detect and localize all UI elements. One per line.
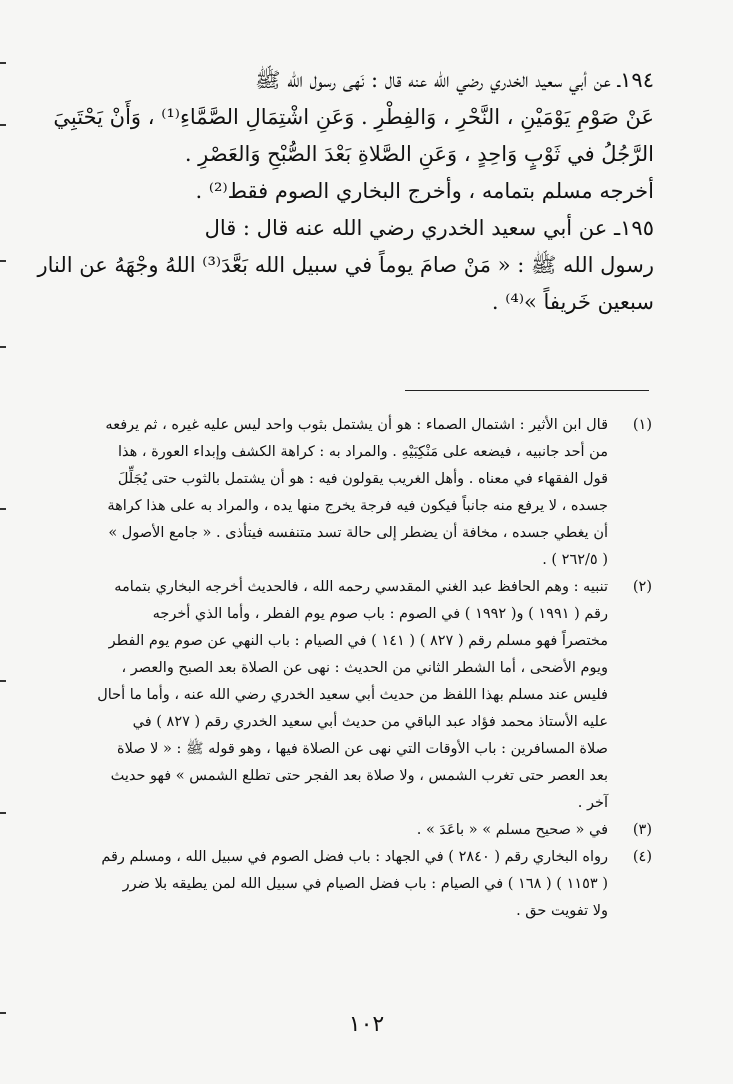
main-text bbox=[37, 62, 654, 321]
scan-margin-mark bbox=[0, 1012, 6, 1014]
footnote-line: ( ٢٦٢/٥ ) . bbox=[542, 552, 608, 568]
footnote-4 bbox=[58, 844, 652, 925]
takhrij-194 bbox=[58, 173, 654, 210]
text-line: ١٩٤ـ عن أبي سعيد الخدري رضي الله عنه قال : نَهى رسول الله ﷺ bbox=[255, 68, 654, 92]
scan-margin-mark bbox=[0, 812, 6, 814]
text-line: أخرجه مسلم بتمامه ، وأخرج البخاري الصوم فقط⁽²⁾ . bbox=[195, 179, 654, 203]
footnote-line: تنبيه : وهم الحافظ عبد الغني المقدسي رحمه الله ، فالحديث أخرجه البخاري بتمامه bbox=[114, 579, 608, 595]
footnote-line: رقم ( ١٩٩١ ) و( ١٩٩٢ ) في الصوم : باب صوم يوم الفطر ، وأما الذي أخرجه bbox=[152, 606, 608, 622]
footnote-line: آخر . bbox=[577, 795, 608, 811]
footnote-line: في « صحيح مسلم » « باعَدَ » . bbox=[416, 822, 608, 838]
footnote-2 bbox=[58, 574, 652, 817]
footnote-line: عليه الأستاذ محمد فؤاد عبد الباقي من حديث أبي سعيد الخدري رقم ( ٨٢٧ ) في bbox=[132, 714, 608, 730]
scan-margin-mark bbox=[0, 508, 6, 510]
footnote-line: ولا تفويت حق . bbox=[516, 903, 608, 919]
footnote-3 bbox=[58, 817, 652, 844]
footnote-line: جسده ، لا يرفع منه جانباً فيكون فيه فرجة يخرج منها يده ، والمراد به على هذا كراهة bbox=[107, 498, 608, 514]
hadith-195 bbox=[37, 210, 654, 321]
footnote-line: قال ابن الأثير : اشتمال الصماء : هو أن يشتمل بثوب واحد ليس عليه غيره ، ثم يرفعه bbox=[105, 417, 608, 433]
scan-margin-mark bbox=[0, 62, 6, 64]
scan-margin-mark bbox=[0, 260, 6, 262]
text-line: عَنْ صَوْمِ يَوْمَيْنِ ، النَّحْرِ ، وَالفِطْرِ . وَعَنِ اشْتِمَالِ الصَّمَّاءِ⁽¹⁾ ، وَأَنْ يَحْتَبِيَ bbox=[53, 105, 654, 129]
footnote-line: ( ١١٥٣ ) ( ١٦٨ ) في الصيام : باب فضل الصيام في سبيل الله لمن يطيقه بلا ضرر bbox=[122, 876, 608, 892]
text-line: سبعين خَريفاً »⁽⁴⁾ . bbox=[491, 290, 654, 314]
footnotes bbox=[58, 412, 652, 925]
hadith-194 bbox=[53, 62, 654, 173]
text-line: رسول الله ﷺ : « مَنْ صامَ يوماً في سبيل الله بَعَّدَ⁽³⁾ اللهُ وجْهَهُ عن النار bbox=[37, 253, 654, 277]
footnote-number: (١) bbox=[632, 417, 652, 433]
footnote-line: ويوم الأضحى ، أما الشطر الثاني من الحديث : نهى عن الصلاة بعد الصبح والعصر ، bbox=[121, 660, 608, 676]
text-line: الرَّجُلُ في ثَوْبٍ وَاحِدٍ ، وَعَنِ الصَّلاةِ بَعْدَ الصُّبْحِ وَالعَصْرِ . bbox=[184, 142, 654, 166]
scan-margin-mark bbox=[0, 124, 6, 126]
page-number: ١٠٢ bbox=[348, 1012, 385, 1037]
footnote-1 bbox=[58, 412, 652, 574]
scan-margin-mark bbox=[0, 346, 6, 348]
scan-margin-mark bbox=[0, 680, 6, 682]
footnote-number: (٣) bbox=[632, 822, 652, 838]
footnote-number: (٤) bbox=[632, 849, 652, 865]
text-line: ١٩٥ـ عن أبي سعيد الخدري رضي الله عنه قال : قال bbox=[204, 216, 654, 240]
footnote-line: فليس عند مسلم بهذا اللفظ من حديث أبي سعيد الخدري رضي الله عنه ، وأما ما أحال bbox=[97, 687, 608, 703]
footnote-line: من أحد جانبيه ، فيضعه على مَنْكِبَيْهِ . والمراد به : كراهة الكشف وإبداء العورة ، هذا bbox=[117, 444, 608, 460]
footnote-line: قول الفقهاء في معناه . وأهل الغريب يقولون فيه : هو أن يشتمل بالثوب حتى يُجَلِّلَ bbox=[117, 471, 608, 487]
footnote-line: رواه البخاري رقم ( ٢٨٤٠ ) في الجهاد : باب فضل الصوم في سبيل الله ، ومسلم رقم bbox=[101, 849, 608, 865]
footnote-line: مختصراً فهو مسلم رقم ( ٨٢٧ ) ( ١٤١ ) في الصيام : باب النهي عن صوم يوم الفطر bbox=[108, 633, 608, 649]
footnote-separator bbox=[405, 390, 649, 391]
footnote-line: صلاة المسافرين : باب الأوقات التي نهى عن الصلاة فيها ، وهو قوله ﷺ : « لا صلاة bbox=[116, 741, 608, 757]
footnote-number: (٢) bbox=[632, 579, 652, 595]
footnote-line: بعد العصر حتى تغرب الشمس ، ولا صلاة بعد الفجر حتى تطلع الشمس » فهو حديث bbox=[110, 768, 608, 784]
footnote-line: أن يغطي جسده ، مخافة أن يضطر إلى حالة تسد متنفسه فيتأذى . « جامع الأصول » bbox=[108, 525, 608, 541]
